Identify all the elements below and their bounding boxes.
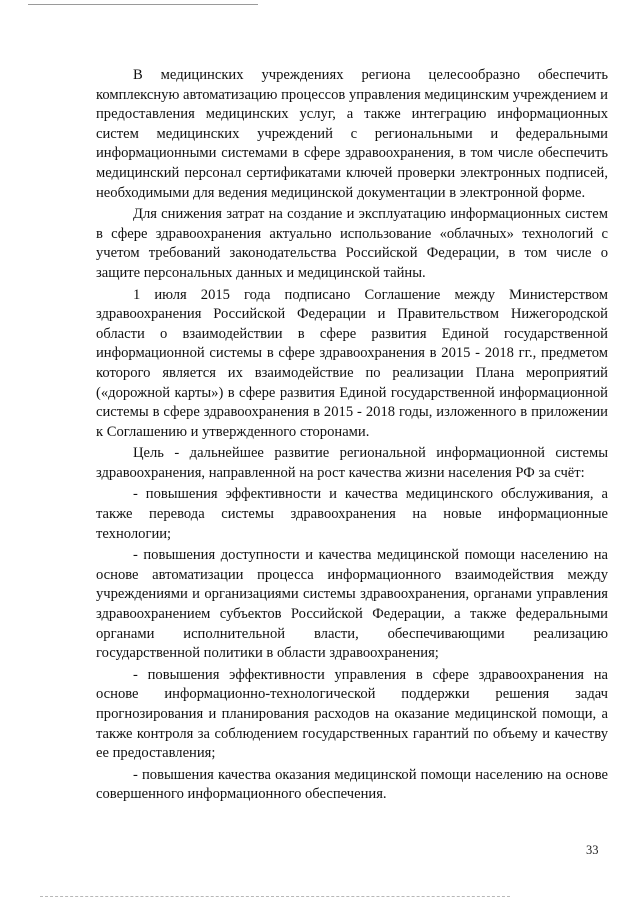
paragraph-agreement: 1 июля 2015 года подписано Соглашение между Министерством здравоохранения Российской Федерации и Правительством Нижегородской области о взаимодействии в сфере развития Единой государственной информационной системы в сфере здравоохранения в 2015 - 2018 гг., предметом которого является их взаимодействие по реализации Плана мероприятий («дорожной карты») в сфере развития Единой государственной информационной системы в сфере здравоохранения в 2015 - 2018 годы, изложенного в приложении к Соглашению и утвержденного сторонами. [96,286,608,440]
list-item-management: - повышения эффективности управления в сфере здравоохранения на основе информационно-технологической поддержки решения задач прогнозирования и планирования расходов на оказание медицинской помощи, а также контроля за соблюдением государственных гарантий по объему и качеству ее предоставления; [96,666,608,762]
paragraph-cloud-technologies: Для снижения затрат на создание и эксплуатацию информационных систем в сфере здравоохранения актуально использование «облачных» технологий с учетом требований законодательства Российской Федерации, в том числе о защите персональных данных и медицинской тайны. [96,206,608,281]
page-number: 33 [586,843,599,857]
list-item-accessibility: - повышения доступности и качества медицинской помощи населению на основе автоматизации процесса информационного взаимодействия между учреждениями и организациями системы здравоохранения, органами управления здравоохранением субъектов Российской Федерации, а также федеральными органами исполнительной власти, обеспечивающими реализацию государственной политики в области здравоохранения; [96,547,608,662]
paragraph-goal: Цель - дальнейшее развитие региональной информационной системы здравоохранения, направленной на рост качества жизни населения РФ за счёт: [96,445,608,481]
top-rule-divider [28,4,258,5]
document-body [96,66,608,807]
list-item-efficiency: - повышения эффективности и качества медицинского обслуживания, а также перевода системы здравоохранения на новые информационные технологии; [96,486,608,542]
paragraph-medical-automation: В медицинских учреждениях региона целесообразно обеспечить комплексную автоматизацию процессов управления медицинским учреждением и предоставления медицинских услуг, а также интеграцию информационных систем медицинских учреждений с региональными и федеральными информационными системами в сфере здравоохранения, в том числе обеспечить медицинский персонал сертификатами ключей проверки электронных подписей, необходимыми для ведения медицинской документации в электронной форме. [96,67,608,201]
list-item-quality: - повышения качества оказания медицинской помощи населению на основе совершенного информационного обеспечения. [96,766,608,803]
bottom-scan-artifact [40,896,510,897]
